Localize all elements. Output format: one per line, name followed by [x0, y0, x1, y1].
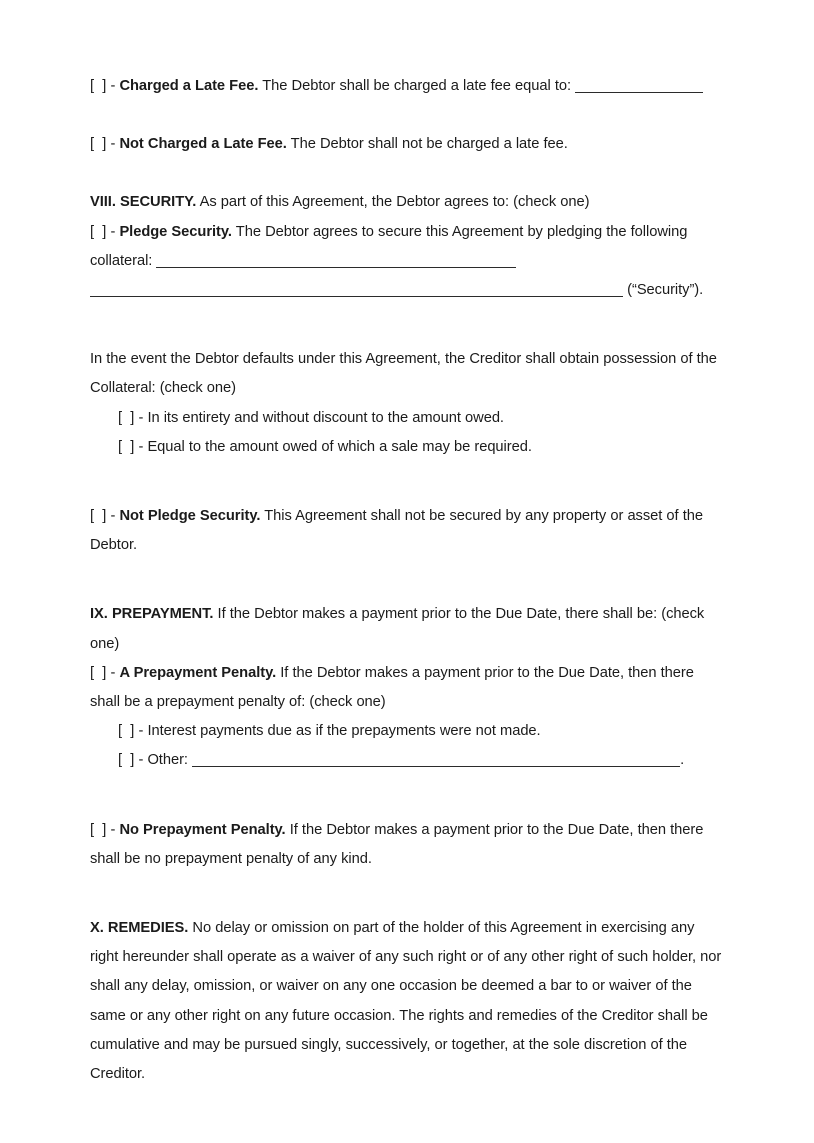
clause-not-charged-late-fee: [90, 130, 726, 159]
document-body: [90, 72, 726, 1089]
checkbox-prepayment-penalty[interactable]: [ ]: [90, 664, 107, 681]
checkbox-collateral-entirety[interactable]: [ ]: [118, 409, 135, 426]
clause-pledge-security: [90, 218, 726, 306]
clause-text-not-charged-late-fee: The Debtor shall not be charged a late fee.: [286, 136, 568, 153]
clause-charged-late-fee: [90, 72, 726, 101]
section-text-remedies: No delay or omission on part of the holder of this Agreement in exercising any right hereunder shall operate as a waiver of any such right or of any other right of such holder, nor shall any delay, omission, or waiver on any one occasion be deemed a bar to or waiver of the same or any other right on any future occasion. The rights and remedies of the Creditor shall be cumulative and may be pursued singly, successively, or together, at the sole discretion of the Creditor.: [90, 920, 722, 1083]
section-heading-security: [90, 188, 726, 217]
dash-separator: -: [106, 136, 120, 153]
option-text-collateral-entirety: In its entirety and without discount to the amount owed.: [147, 409, 504, 426]
option-other-penalty-suffix: .: [680, 752, 685, 769]
dash-separator: -: [106, 223, 120, 240]
section-heading-remedies: [90, 914, 726, 1089]
clause-prepayment-penalty: [90, 659, 726, 717]
checkbox-not-charged-late-fee[interactable]: [ ]: [90, 136, 107, 153]
blank-collateral-line-2[interactable]: [90, 296, 623, 297]
clause-text-default-possession: In the event the Debtor defaults under this Agreement, the Creditor shall obtain possession of the Collateral: (check one): [90, 351, 717, 397]
dash-separator: -: [106, 508, 120, 525]
clause-text-charged-late-fee: The Debtor shall be charged a late fee equal to:: [258, 78, 576, 94]
clause-not-pledge-security: [90, 502, 726, 560]
section-intro-security: As part of this Agreement, the Debtor agrees to: (check one): [196, 194, 590, 211]
dash-separator: -: [134, 438, 148, 455]
clause-default-possession: [90, 345, 726, 403]
security-definition-suffix: (“Security”).: [623, 282, 704, 299]
option-text-interest-payments-due: Interest payments due as if the prepayments were not made.: [147, 723, 541, 740]
clause-label-pledge-security: Pledge Security.: [119, 223, 232, 240]
dash-separator: -: [134, 409, 148, 426]
option-other-penalty: [118, 746, 726, 775]
clause-text-no-prepayment-penalty: If the Debtor makes a payment prior to the Due Date, then there shall be no prepayment penalty of any kind.: [90, 821, 704, 867]
checkbox-charged-late-fee[interactable]: [ ]: [90, 78, 107, 94]
blank-other-penalty[interactable]: [192, 766, 680, 767]
section-heading-prepayment: [90, 600, 726, 658]
dash-separator: -: [134, 723, 148, 740]
blank-late-fee-amount[interactable]: [575, 92, 703, 93]
checkbox-other-penalty[interactable]: [ ]: [118, 752, 135, 769]
option-interest-payments-due: [118, 717, 726, 746]
clause-label-no-prepayment-penalty: No Prepayment Penalty.: [119, 821, 286, 838]
clause-no-prepayment-penalty: [90, 816, 726, 874]
clause-text-prepayment-penalty: If the Debtor makes a payment prior to the Due Date, then there shall be a prepayment penalty of: (check one): [90, 664, 694, 711]
option-collateral-entirety: [118, 404, 726, 433]
blank-collateral-line-1[interactable]: [156, 267, 516, 268]
checkbox-not-pledge-security[interactable]: [ ]: [90, 508, 107, 525]
option-collateral-equal: [118, 433, 726, 462]
option-text-collateral-equal: Equal to the amount owed of which a sale may be required.: [147, 438, 532, 455]
clause-text-pledge-security: The Debtor agrees to secure this Agreement by pledging the following collateral:: [90, 223, 688, 269]
clause-label-not-pledge-security: Not Pledge Security.: [119, 508, 261, 525]
section-number-security: VIII. SECURITY.: [90, 194, 197, 211]
dash-separator: -: [106, 78, 120, 94]
dash-separator: -: [106, 821, 120, 838]
dash-separator: -: [106, 664, 120, 681]
clause-text-not-pledge-security: This Agreement shall not be secured by any property or asset of the Debtor.: [90, 508, 703, 554]
clause-label-prepayment-penalty: A Prepayment Penalty.: [119, 664, 277, 681]
checkbox-no-prepayment-penalty[interactable]: [ ]: [90, 821, 107, 838]
section-number-remedies: X. REMEDIES.: [90, 920, 189, 937]
section-intro-prepayment: If the Debtor makes a payment prior to the Due Date, there shall be: (check one): [90, 606, 705, 652]
section-number-prepayment: IX. PREPAYMENT.: [90, 606, 214, 623]
checkbox-collateral-equal[interactable]: [ ]: [118, 438, 135, 455]
clause-label-not-charged-late-fee: Not Charged a Late Fee.: [119, 136, 287, 153]
checkbox-interest-payments-due[interactable]: [ ]: [118, 723, 135, 740]
checkbox-pledge-security[interactable]: [ ]: [90, 223, 107, 240]
dash-separator: -: [134, 752, 148, 769]
option-text-other-penalty: Other:: [147, 752, 193, 769]
clause-label-charged-late-fee: Charged a Late Fee.: [119, 78, 259, 94]
